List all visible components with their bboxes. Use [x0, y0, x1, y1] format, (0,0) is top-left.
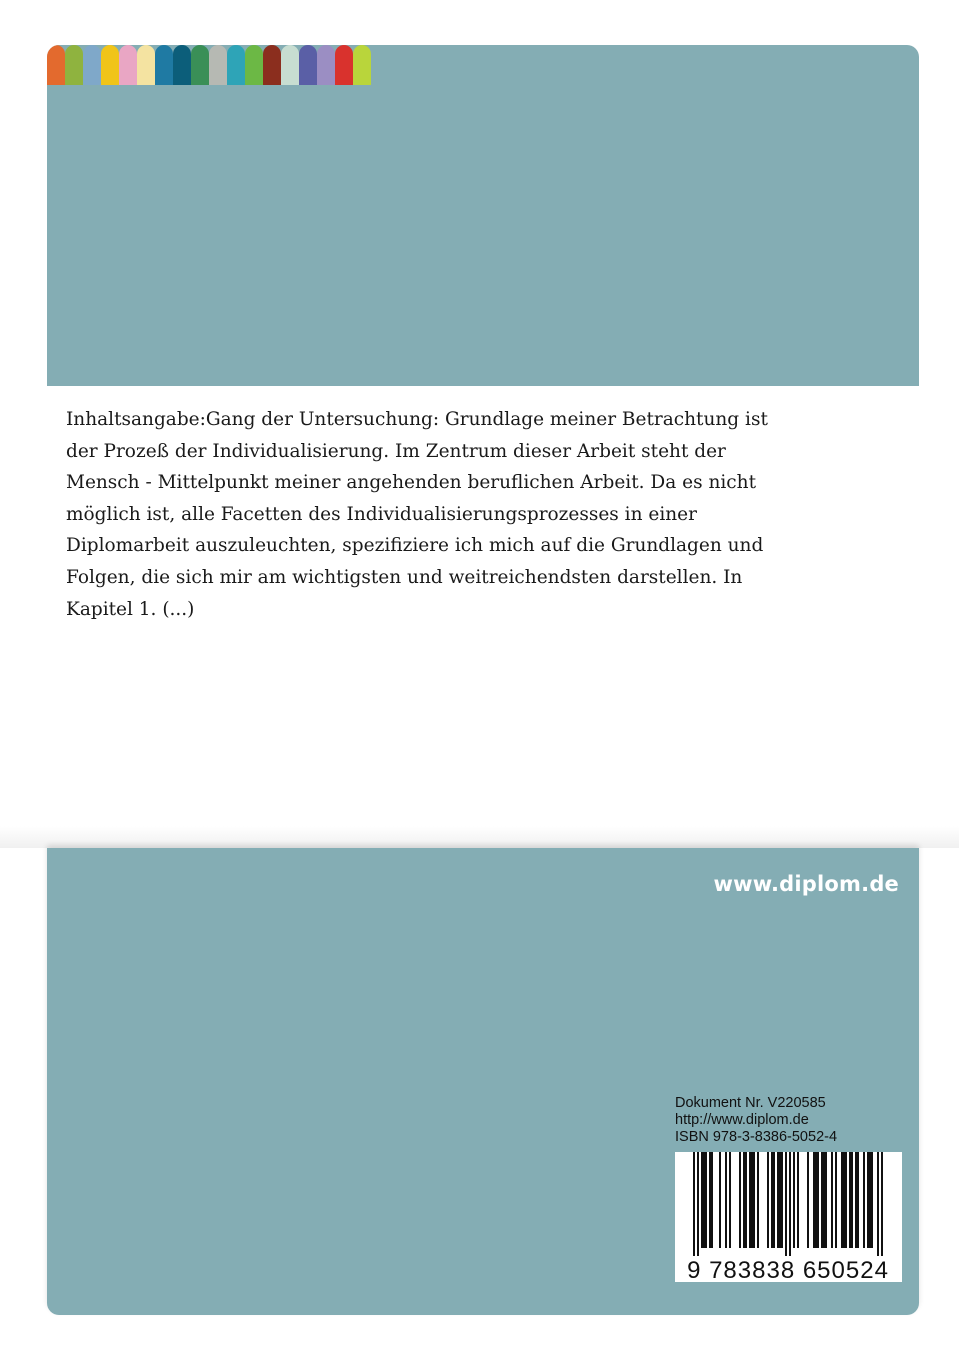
barcode-bar: [729, 1152, 731, 1248]
barcode-bar: [711, 1152, 713, 1248]
barcode-bar: [877, 1152, 879, 1256]
barcode-bar: [813, 1152, 815, 1248]
barcode-bar: [749, 1152, 751, 1248]
barcode-bar: [779, 1152, 781, 1248]
color-tab: [173, 45, 191, 85]
color-tab: [353, 45, 371, 85]
barcode-bar: [705, 1152, 707, 1248]
barcode-bar: [863, 1152, 865, 1248]
barcode-bar: [771, 1152, 773, 1248]
bottom-cover-panel: [47, 848, 919, 1315]
barcode-bar: [697, 1152, 699, 1256]
barcode-bar: [719, 1152, 721, 1248]
barcode-bar: [793, 1152, 795, 1248]
barcode-bar: [835, 1152, 837, 1248]
barcode-bar: [789, 1152, 791, 1256]
color-tab: [119, 45, 137, 85]
barcode-bar: [869, 1152, 871, 1248]
barcode-bar: [825, 1152, 827, 1248]
barcode-bar: [843, 1152, 845, 1248]
barcode-bar: [823, 1152, 825, 1248]
barcode-bar: [797, 1152, 799, 1248]
barcode-bar: [767, 1152, 769, 1248]
color-tab: [263, 45, 281, 85]
document-url: http://www.diplom.de: [675, 1112, 809, 1128]
book-description: Inhaltsangabe:Gang der Untersuchung: Grundlage meiner Betrachtung ist der Prozeß der Individualisierung. Im Zentrum dieser Arbeit steht der Mensch - Mittelpunkt meiner angehenden beruflichen Arbeit. Da es nicht möglich ist, alle Facetten des Individualisierungsprozesses in einer Diplomarbeit auszuleuchten, spezifiziere ich mich auf die Grundlagen und Folgen, die sich mir am wichtigsten und weitreichendsten darstellen. In Kapitel 1. (...): [66, 409, 768, 620]
document-info: [675, 1095, 837, 1146]
color-tab: [101, 45, 119, 85]
color-tab: [335, 45, 353, 85]
publisher-website: www.diplom.de: [713, 872, 899, 896]
color-tab: [227, 45, 245, 85]
barcode-bar: [757, 1152, 759, 1248]
barcode-bar: [743, 1152, 745, 1248]
barcode-bar: [849, 1152, 851, 1248]
color-tab: [83, 45, 101, 85]
color-tab: [191, 45, 209, 85]
barcode-bar: [753, 1152, 755, 1248]
isbn: ISBN 978-3-8386-5052-4: [675, 1129, 838, 1145]
barcode-bar: [817, 1152, 819, 1248]
barcode-bar: [815, 1152, 817, 1248]
color-tab: [299, 45, 317, 85]
barcode-bar: [871, 1152, 873, 1248]
top-cover-panel: [47, 45, 919, 386]
barcode-bar: [703, 1152, 705, 1248]
fold-shadow: [0, 826, 959, 848]
color-tabs-strip: [47, 45, 371, 85]
barcode-bar: [845, 1152, 847, 1248]
barcode-bar: [851, 1152, 853, 1248]
barcode-bar: [781, 1152, 783, 1248]
document-number: Dokument Nr. V220585: [675, 1095, 826, 1111]
isbn-barcode: [675, 1152, 902, 1282]
color-tab: [281, 45, 299, 85]
color-tab: [47, 45, 65, 85]
barcode-bar: [855, 1152, 857, 1248]
barcode-bar: [777, 1152, 779, 1248]
barcode-bar: [725, 1152, 727, 1248]
barcode-bar: [745, 1152, 747, 1248]
barcode-bar: [751, 1152, 753, 1248]
barcode-bar: [841, 1152, 843, 1248]
barcode-number: 9 783838 650524: [687, 1257, 889, 1282]
color-tab: [245, 45, 263, 85]
barcode-bar: [867, 1152, 869, 1248]
barcode-bar: [857, 1152, 859, 1248]
barcode-bar: [773, 1152, 775, 1248]
barcode-bar: [831, 1152, 833, 1248]
color-tab: [137, 45, 155, 85]
barcode-bar: [881, 1152, 883, 1256]
barcode-bar: [701, 1152, 703, 1248]
color-tab: [317, 45, 335, 85]
barcode-bar: [709, 1152, 711, 1248]
barcode-bar: [807, 1152, 809, 1248]
barcode-bar: [739, 1152, 741, 1248]
color-tab: [65, 45, 83, 85]
barcode-bar: [693, 1152, 695, 1256]
color-tab: [155, 45, 173, 85]
barcode-bar: [785, 1152, 787, 1256]
barcode-bar: [821, 1152, 823, 1248]
color-tab: [209, 45, 227, 85]
